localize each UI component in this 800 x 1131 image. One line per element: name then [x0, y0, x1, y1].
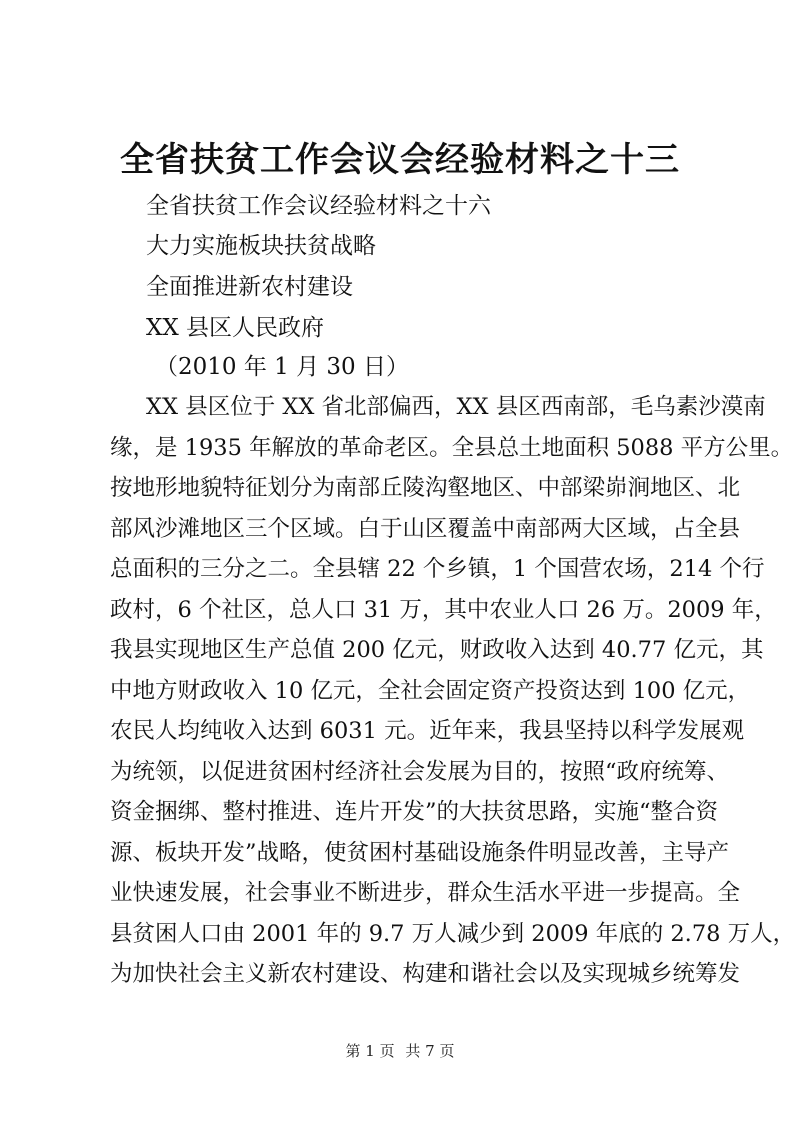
body-paragraph — [110, 387, 796, 995]
body-line: 为加快社会主义新农村建设、构建和谐社会以及实现城乡统筹发 — [110, 961, 741, 987]
body-line: 缘，是 1935 年解放的革命老区。全县总土地面积 5088 平方公里。 — [110, 434, 794, 461]
author-line: XX 县区人民政府 — [146, 315, 325, 341]
body-line: 县贫困人口由 2001 年的 9.7 万人减少到 2009 年底的 2.78 万人， — [110, 920, 796, 947]
body-line: 资金捆绑、整村推进、连片开发”的大扶贫思路，实施“整合资 — [110, 799, 719, 825]
body-line: 农民人均纯收入达到 6031 元。近年来，我县坚持以科学发展观 — [110, 718, 745, 744]
subtitle-line-1: 全省扶贫工作会议经验材料之十六 — [146, 193, 491, 219]
body-line: 按地形地貌特征划分为南部丘陵沟壑地区、中部梁峁涧地区、北 — [110, 475, 741, 501]
body-line: 部风沙滩地区三个区域。白于山区覆盖中南部两大区域，占全县 — [110, 515, 741, 542]
body-line: 政村，6 个社区，总人口 31 万，其中农业人口 26 万。2009 年， — [110, 596, 777, 623]
body-line: 我县实现地区生产总值 200 亿元，财政收入达到 40.77 亿元，其 — [110, 637, 764, 663]
body-line: 中地方财政收入 10 亿元，全社会固定资产投资达到 100 亿元， — [110, 677, 751, 704]
body-line: 总面积的三分之二。全县辖 22 个乡镇，1 个国营农场，214 个行 — [110, 556, 765, 582]
date-line: （2010 年 1 月 30 日） — [155, 354, 409, 380]
subtitle-line-2: 大力实施板块扶贫战略 — [146, 233, 376, 259]
body-line: 为统领，以促进贫困村经济社会发展为目的，按照“政府统筹、 — [110, 758, 730, 785]
body-line: 源、板块开发”战略，使贫困村基础设施条件明显改善，主导产 — [110, 839, 730, 866]
subtitle-line-3: 全面推进新农村建设 — [146, 274, 353, 300]
body-line: 业快速发展，社会事业不断进步，群众生活水平进一步提高。全 — [110, 880, 741, 906]
total-pages: 共 7 页 — [405, 1042, 455, 1060]
page-footer — [0, 1040, 800, 1062]
document-title: 全省扶贫工作会议会经验材料之十三 — [120, 140, 680, 180]
page-number: 第 1 页 — [345, 1042, 395, 1060]
body-line: XX 县区位于 XX 省北部偏西，XX 县区西南部，毛乌素沙漠南 — [146, 394, 766, 420]
